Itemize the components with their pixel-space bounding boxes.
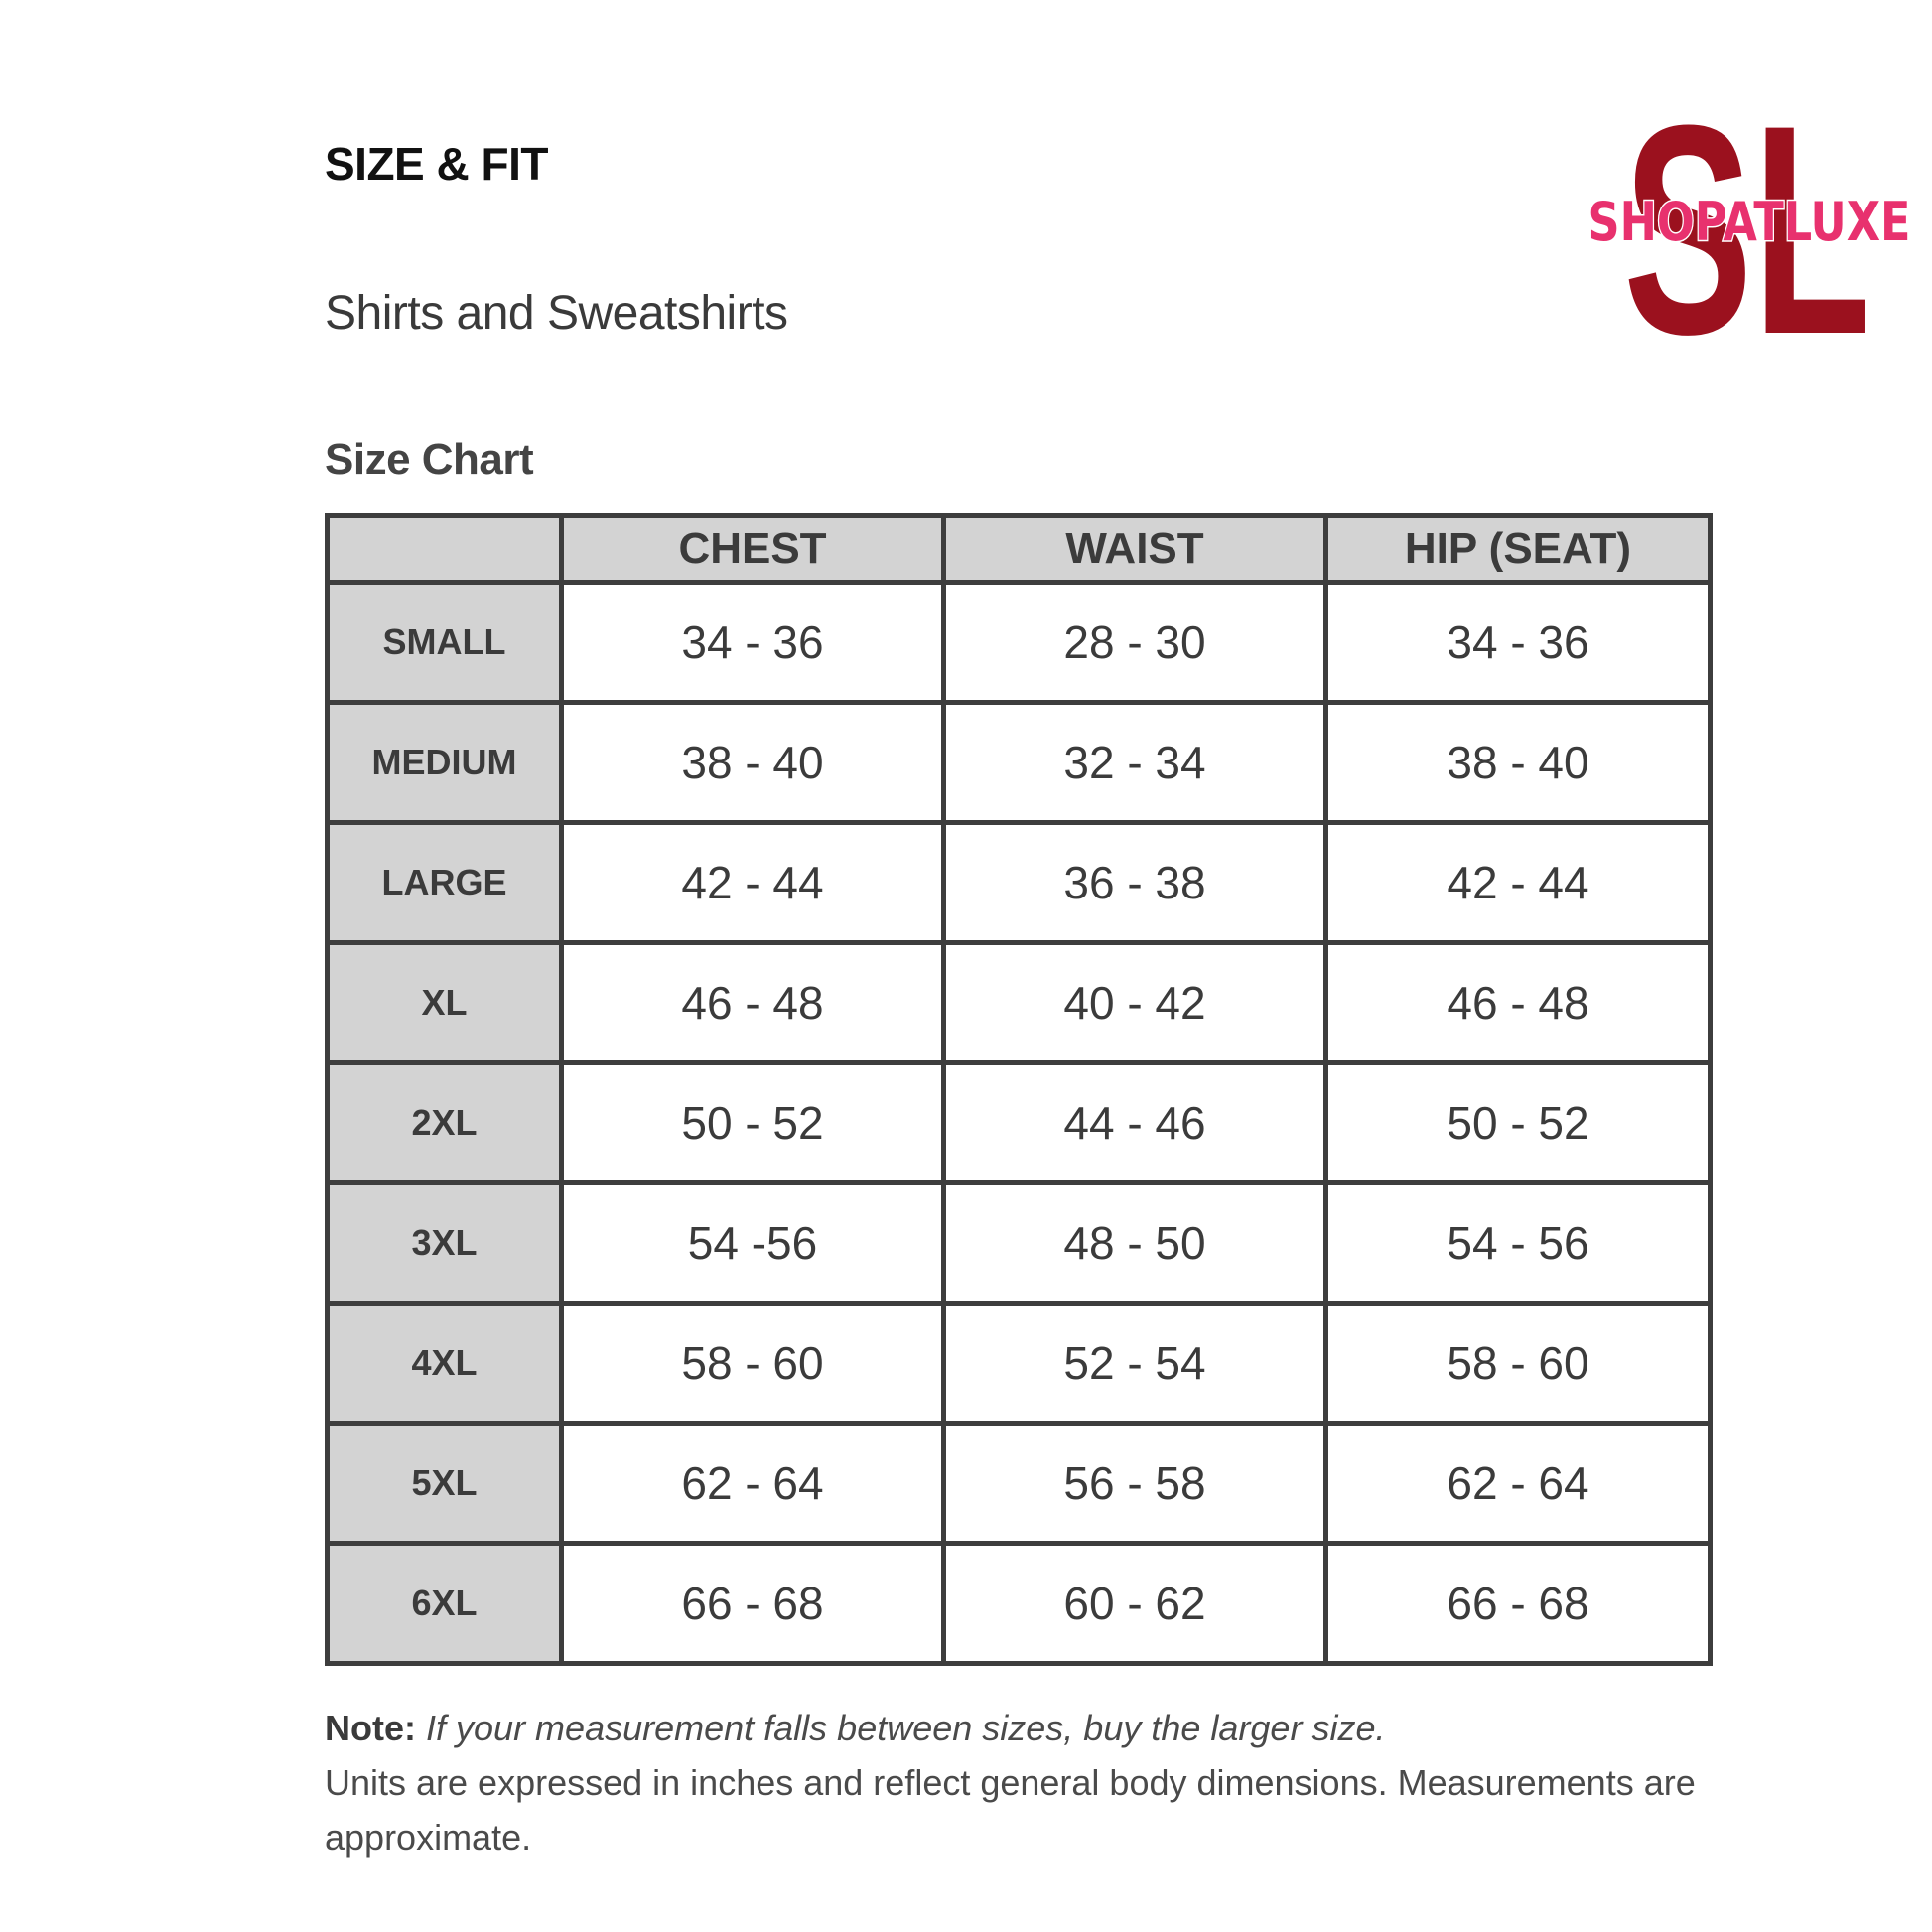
- hip-cell: 54 - 56: [1326, 1183, 1711, 1304]
- note-line: [325, 1701, 1764, 1755]
- table-row: [328, 703, 1711, 823]
- chart-title: Size Chart: [325, 435, 534, 483]
- hip-cell: 42 - 44: [1326, 823, 1711, 943]
- size-label: 4XL: [328, 1304, 562, 1424]
- note-label: Note:: [325, 1708, 416, 1748]
- waist-cell: 56 - 58: [944, 1424, 1326, 1544]
- table-row: [328, 1183, 1711, 1304]
- waist-cell: 44 - 46: [944, 1063, 1326, 1183]
- hip-cell: 46 - 48: [1326, 943, 1711, 1063]
- table-row: [328, 1544, 1711, 1664]
- logo-brand-name: SHOPATLUXE: [1587, 191, 1911, 253]
- size-label: SMALL: [328, 583, 562, 703]
- logo-letters: SL: [1623, 79, 1871, 357]
- chest-cell: 42 - 44: [562, 823, 944, 943]
- hip-cell: 66 - 68: [1326, 1544, 1711, 1664]
- hip-cell: 38 - 40: [1326, 703, 1711, 823]
- hip-cell: 50 - 52: [1326, 1063, 1711, 1183]
- waist-cell: 60 - 62: [944, 1544, 1326, 1664]
- size-label: 5XL: [328, 1424, 562, 1544]
- hip-cell: 58 - 60: [1326, 1304, 1711, 1424]
- column-header-hip: HIP (SEAT): [1326, 516, 1711, 583]
- size-label: 2XL: [328, 1063, 562, 1183]
- chest-cell: 34 - 36: [562, 583, 944, 703]
- size-label: XL: [328, 943, 562, 1063]
- table-header-row: [328, 516, 1711, 583]
- waist-cell: 40 - 42: [944, 943, 1326, 1063]
- column-header-waist: WAIST: [944, 516, 1326, 583]
- table-row: [328, 1304, 1711, 1424]
- waist-cell: 28 - 30: [944, 583, 1326, 703]
- table-row: [328, 1424, 1711, 1544]
- column-header-chest: CHEST: [562, 516, 944, 583]
- size-label: 6XL: [328, 1544, 562, 1664]
- note-text: If your measurement falls between sizes, buy the larger size.: [426, 1708, 1386, 1748]
- size-label: 3XL: [328, 1183, 562, 1304]
- waist-cell: 32 - 34: [944, 703, 1326, 823]
- waist-cell: 48 - 50: [944, 1183, 1326, 1304]
- waist-cell: 36 - 38: [944, 823, 1326, 943]
- corner-header: [328, 516, 562, 583]
- table-row: [328, 583, 1711, 703]
- table-row: [328, 943, 1711, 1063]
- notes-section: [325, 1701, 1764, 1864]
- table-row: [328, 823, 1711, 943]
- chest-cell: 58 - 60: [562, 1304, 944, 1424]
- chest-cell: 54 -56: [562, 1183, 944, 1304]
- chest-cell: 38 - 40: [562, 703, 944, 823]
- chest-cell: 62 - 64: [562, 1424, 944, 1544]
- units-note: Units are expressed in inches and reflect general body dimensions. Measurements are approximate.: [325, 1762, 1696, 1858]
- table-row: [328, 1063, 1711, 1183]
- chest-cell: 66 - 68: [562, 1544, 944, 1664]
- page-subtitle: Shirts and Sweatshirts: [325, 287, 788, 340]
- hip-cell: 62 - 64: [1326, 1424, 1711, 1544]
- shopatluxe-logo: [1579, 79, 1916, 357]
- chest-cell: 46 - 48: [562, 943, 944, 1063]
- chest-cell: 50 - 52: [562, 1063, 944, 1183]
- waist-cell: 52 - 54: [944, 1304, 1326, 1424]
- size-chart-table: [325, 513, 1713, 1666]
- hip-cell: 34 - 36: [1326, 583, 1711, 703]
- size-label: LARGE: [328, 823, 562, 943]
- page-title: SIZE & FIT: [325, 138, 548, 190]
- size-label: MEDIUM: [328, 703, 562, 823]
